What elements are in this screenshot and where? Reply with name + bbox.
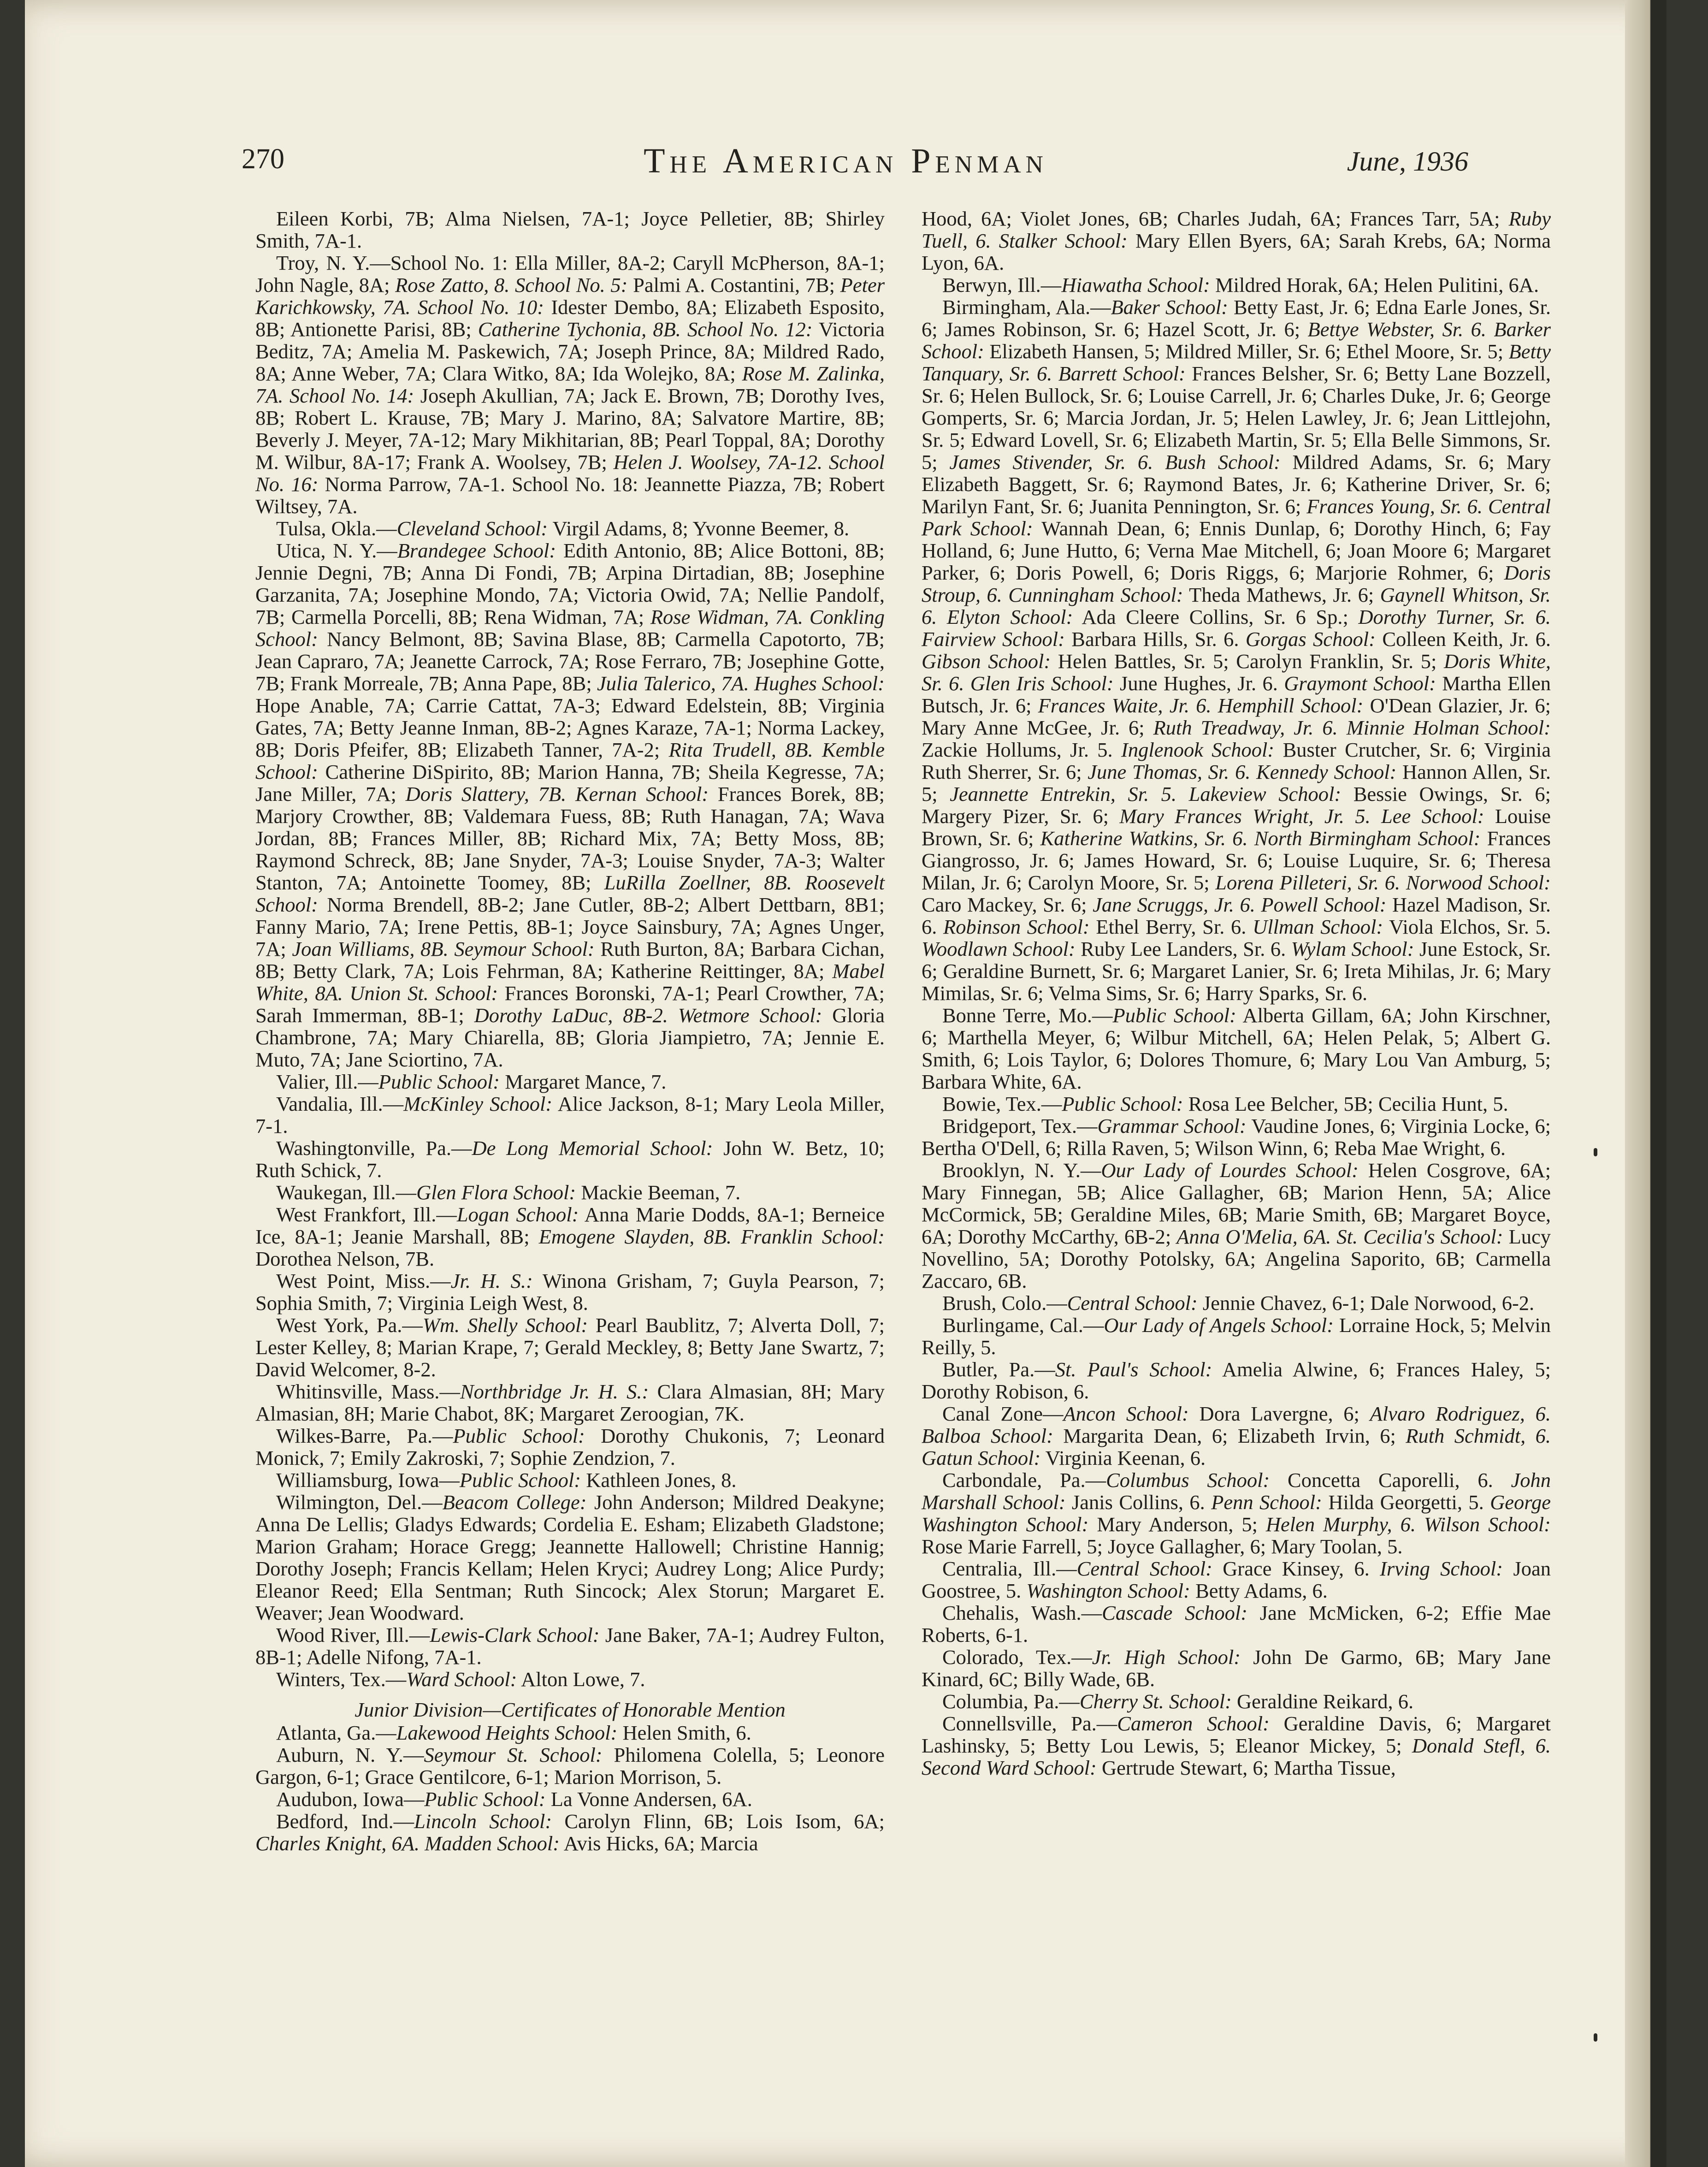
right-column: [922, 207, 1551, 1779]
paragraph: Brush, Colo.—Central School: Jennie Chavez, 6-1; Dale Norwood, 6-2.: [942, 1291, 1535, 1314]
paragraph: Valier, Ill.—Public School: Margaret Mance, 7.: [276, 1070, 667, 1093]
paragraph: West Point, Miss.—Jr. H. S.: Winona Grisham, 7; Guyla Pearson, 7; Sophia Smith, 7; Virginia Leigh West, 8.: [255, 1269, 885, 1314]
paragraph: West Frankfort, Ill.—Logan School: Anna Marie Dodds, 8A-1; Berneice Ice, 8A-1; Jeanie Marshall, 8B; Emogene Slayden, 8B. Franklin School: Dorothea Nelson, 7B.: [255, 1203, 885, 1270]
paragraph: Winters, Tex.—Ward School: Alton Lowe, 7.: [276, 1668, 645, 1691]
paragraph: Williamsburg, Iowa—Public School: Kathleen Jones, 8.: [276, 1468, 737, 1492]
issue-date: June, 1936: [1347, 146, 1468, 177]
paragraph: Wilkes-Barre, Pa.—Public School: Dorothy Chukonis, 7; Leonard Monick, 7; Emily Zakroski, 7; Sophie Zendzion, 7.: [255, 1424, 885, 1469]
paragraph: Tulsa, Okla.—Cleveland School: Virgil Adams, 8; Yvonne Beemer, 8.: [276, 517, 850, 540]
margin-mark: [1594, 1148, 1597, 1156]
paragraph: Centralia, Ill.—Central School: Grace Kinsey, 6. Irving School: Joan Goostree, 5. Washington School: Betty Adams, 6.: [922, 1557, 1551, 1602]
paragraph: Vandalia, Ill.—McKinley School: Alice Jackson, 8-1; Mary Leola Miller, 7-1.: [255, 1092, 885, 1137]
running-header: [223, 138, 1468, 189]
paragraph: Brooklyn, N. Y.—Our Lady of Lourdes School: Helen Cosgrove, 6A; Mary Finnegan, 5B; Alice Gallagher, 6B; Marion Henn, 5A; Alice McCormick, 5B; Geraldine Miles, 6B; Marie Smith, 6B; Margaret Boyce, 6A; Dorothy McCarthy, 6B-2; Anna O'Melia, 6A. St. Cecilia's School: Lucy Novellino, 5A; Dorothy Potolsky, 6A; Angelina Saporito, 6B; Carmella Zaccaro, 6B.: [922, 1159, 1551, 1292]
paragraph: Columbia, Pa.—Cherry St. School: Geraldine Reikard, 6.: [942, 1690, 1414, 1713]
paragraph: Eileen Korbi, 7B; Alma Nielsen, 7A-1; Joyce Pelletier, 8B; Shirley Smith, 7A-1.: [255, 207, 885, 252]
page: [25, 0, 1667, 2167]
paragraph: Colorado, Tex.—Jr. High School: John De Garmo, 6B; Mary Jane Kinard, 6C; Billy Wade, 6B.: [922, 1646, 1551, 1691]
paragraph: Carbondale, Pa.—Columbus School: Concetta Caporelli, 6. John Marshall School: Janis Collins, 6. Penn School: Hilda Georgetti, 5. George Washington School: Mary Anderson, 5; Helen Murphy, 6. Wilson School: Rose Marie Farrell, 5; Joyce Gallagher, 6; Mary Toolan, 5.: [922, 1468, 1551, 1558]
journal-title: The American Penman: [644, 142, 1048, 180]
paragraph: Washingtonville, Pa.—De Long Memorial School: John W. Betz, 10; Ruth Schick, 7.: [255, 1137, 885, 1182]
paragraph: Chehalis, Wash.—Cascade School: Jane McMicken, 6-2; Effie Mae Roberts, 6-1.: [922, 1601, 1551, 1646]
left-column: [255, 207, 885, 1854]
margin-mark: [1594, 2033, 1597, 2042]
paragraph: Whitinsville, Mass.—Northbridge Jr. H. S.: Clara Almasian, 8H; Mary Almasian, 8H; Marie Chabot, 8K; Margaret Zeroogian, 7K.: [255, 1380, 885, 1425]
paragraph: Butler, Pa.—St. Paul's School: Amelia Alwine, 6; Frances Haley, 5; Dorothy Robison, 6.: [922, 1358, 1551, 1403]
paragraph: Atlanta, Ga.—Lakewood Heights School: Helen Smith, 6.: [276, 1721, 751, 1744]
paragraph: Bridgeport, Tex.—Grammar School: Vaudine Jones, 6; Virginia Locke, 6; Bertha O'Dell, 6; Rilla Raven, 5; Wilson Winn, 6; Reba Mae Wright, 6.: [922, 1114, 1551, 1160]
paragraph: Auburn, N. Y.—Seymour St. School: Philomena Colella, 5; Leonore Gargon, 6-1; Grace Gentilcore, 6-1; Marion Morrison, 5.: [255, 1743, 885, 1788]
paragraph: Wood River, Ill.—Lewis-Clark School: Jane Baker, 7A-1; Audrey Fulton, 8B-1; Adelle Nifong, 7A-1.: [255, 1623, 885, 1669]
paragraph: West York, Pa.—Wm. Shelly School: Pearl Baublitz, 7; Alverta Doll, 7; Lester Kelley, 8; Marian Krape, 7; Gerald Meckley, 8; Betty Jane Swartz, 7; David Welcomer, 8-2.: [255, 1314, 885, 1381]
paragraph: Utica, N. Y.—Brandegee School: Edith Antonio, 8B; Alice Bottoni, 8B; Jennie Degni, 7B; Anna Di Fondi, 7B; Arpina Dirtadian, 8B; Josephine Garzanita, 7A; Josephine Mondo, 7A; Victoria Owid, 7A; Nellie Pandolf, 7B; Carmella Porcelli, 8B; Rena Widman, 7A; Rose Widman, 7A. Conkling School: Nancy Belmont, 8B; Savina Blase, 8B; Carmella Capotorto, 7B; Jean Capraro, 7A; Jeanette Carrock, 7A; Rose Ferraro, 7B; Josephine Gotte, 7B; Frank Morreale, 7B; Anna Pape, 8B; Julia Talerico, 7A. Hughes School: Hope Anable, 7A; Carrie Cattat, 7A-3; Edward Edelstein, 8B; Virginia Gates, 7A; Betty Jeanne Inman, 8B-2; Agnes Karaze, 7A-1; Norma Lackey, 8B; Doris Pfeifer, 8B; Elizabeth Tanner, 7A-2; Rita Trudell, 8B. Kemble School: Catherine DiSpirito, 8B; Marion Hanna, 7B; Sheila Kegresse, 7A; Jane Miller, 7A; Doris Slattery, 7B. Kernan School: Frances Borek, 8B; Marjory Crowther, 8B; Valdemara Fuess, 8B; Ruth Hanagan, 7A; Wava Jordan, 8B; Frances Miller, 8B; Richard Mix, 7A; Betty Moss, 8B; Raymond Schreck, 8B; Jane Snyder, 7A-3; Louise Snyder, 7A-3; Walter Stanton, 7A; Antoinette Toomey, 8B; LuRilla Zoellner, 8B. Roosevelt School: Norma Brendell, 8B-2; Jane Cutler, 8B-2; Albert Dettbarn, 8B1; Fanny Mario, 7A; Irene Pettis, 8B-1; Joyce Sainsbury, 7A; Agnes Unger, 7A; Joan Williams, 8B. Seymour School: Ruth Burton, 8A; Barbara Cichan, 8B; Betty Clark, 7A; Lois Fehrman, 8A; Katherine Reittinger, 8A; Mabel White, 8A. Union St. School: Frances Boronski, 7A-1; Pearl Crowther, 7A; Sarah Immerman, 8B-1; Dorothy LaDuc, 8B-2. Wetmore School: Gloria Chambrone, 7A; Mary Chiarella, 8B; Gloria Jiampietro, 7A; Jennie E. Muto, 7A; Jane Sciortino, 7A.: [255, 539, 885, 1071]
paragraph: Audubon, Iowa—Public School: La Vonne Andersen, 6A.: [276, 1788, 752, 1811]
paragraph: Birmingham, Ala.—Baker School: Betty East, Jr. 6; Edna Earle Jones, Sr. 6; James Robinson, Sr. 6; Hazel Scott, Jr. 6; Bettye Webster, Sr. 6. Barker School: Elizabeth Hansen, 5; Mildred Miller, Sr. 6; Ethel Moore, Sr. 5; Betty Tanquary, Sr. 6. Barrett School: Frances Belsher, Sr. 6; Betty Lane Bozzell, Sr. 6; Helen Bullock, Sr. 6; Louise Carrell, Jr. 6; Charles Duke, Jr. 6; George Gomperts, Sr. 6; Marcia Jordan, Jr. 5; Helen Lawley, Jr. 6; Jean Littlejohn, Sr. 5; Edward Lovell, Sr. 6; Elizabeth Martin, Sr. 5; Ella Belle Simmons, Sr. 5; James Stivender, Sr. 6. Bush School: Mildred Adams, Sr. 6; Mary Elizabeth Baggett, Sr. 6; Raymond Bates, Jr. 6; Katherine Driver, Sr. 6; Marilyn Fant, Sr. 6; Juanita Pennington, Sr. 6; Frances Young, Sr. 6. Central Park School: Wannah Dean, 6; Ennis Dunlap, 6; Dorothy Hinch, 6; Fay Holland, 6; June Hutto, 6; Verna Mae Mitchell, 6; Joan Moore 6; Margaret Parker, 6; Doris Powell, 6; Doris Riggs, 6; Marjorie Rohmer, 6; Doris Stroup, 6. Cunningham School: Theda Mathews, Jr. 6; Gaynell Whitson, Sr. 6. Elyton School: Ada Cleere Collins, Sr. 6 Sp.; Dorothy Turner, Sr. 6. Fairview School: Barbara Hills, Sr. 6. Gorgas School: Colleen Keith, Jr. 6. Gibson School: Helen Battles, Sr. 5; Carolyn Franklin, Sr. 5; Doris White, Sr. 6. Glen Iris School: June Hughes, Jr. 6. Graymont School: Martha Ellen Butsch, Jr. 6; Frances Waite, Jr. 6. Hemphill School: O'Dean Glazier, Jr. 6; Mary Anne McGee, Jr. 6; Ruth Treadway, Jr. 6. Minnie Holman School: Zackie Hollums, Jr. 5. Inglenook School: Buster Crutcher, Sr. 6; Virginia Ruth Sherrer, Sr. 6; June Thomas, Sr. 6. Kennedy School: Hannon Allen, Sr. 5; Jeannette Entrekin, Sr. 5. Lakeview School: Bessie Owings, Sr. 6; Margery Pizer, Sr. 6; Mary Frances Wright, Jr. 5. Lee School: Louise Brown, Sr. 6; Katherine Watkins, Sr. 6. North Birmingham School: Frances Giangrosso, Jr. 6; James Howard, Sr. 6; Louise Luquire, Sr. 6; Theresa Milan, Jr. 6; Carolyn Moore, Sr. 5; Lorena Pilleteri, Sr. 6. Norwood School: Caro Mackey, Sr. 6; Jane Scruggs, Jr. 6. Powell School: Hazel Madison, Sr. 6. Robinson School: Ethel Berry, Sr. 6. Ullman School: Viola Elchos, Sr. 5. Woodlawn School: Ruby Lee Landers, Sr. 6. Wylam School: June Estock, Sr. 6; Geraldine Burnett, Sr. 6; Margaret Lanier, Sr. 6; Ireta Mihilas, Jr. 6; Mary Mimilas, Sr. 6; Velma Sims, Sr. 6; Harry Sparks, Sr. 6.: [922, 296, 1551, 1005]
paragraph: Berwyn, Ill.—Hiawatha School: Mildred Horak, 6A; Helen Pulitini, 6A.: [942, 273, 1539, 296]
paragraph: Connellsville, Pa.—Cameron School: Geraldine Davis, 6; Margaret Lashinsky, 5; Betty Lou Lewis, 5; Eleanor Mickey, 5; Donald Stefl, 6. Second Ward School: Gertrude Stewart, 6; Martha Tissue,: [922, 1712, 1551, 1779]
division-heading: Junior Division—Certificates of Honorable Mention: [355, 1698, 786, 1721]
paragraph: Bowie, Tex.—Public School: Rosa Lee Belcher, 5B; Cecilia Hunt, 5.: [942, 1092, 1508, 1115]
paragraph: Wilmington, Del.—Beacom College: John Anderson; Mildred Deakyne; Anna De Lellis; Gladys Edwards; Cordelia E. Esham; Elizabeth Gladstone; Marion Graham; Horace Gregg; Jeannette Hallowell; Christine Hannig; Dorothy Joseph; Francis Kellam; Helen Kryci; Audrey Long; Alice Purdy; Eleanor Reed; Ella Sentman; Ruth Sincock; Alex Storun; Margaret E. Weaver; Jean Woodward.: [255, 1491, 885, 1624]
paragraph: Bedford, Ind.—Lincoln School: Carolyn Flinn, 6B; Lois Isom, 6A; Charles Knight, 6A. Madden School: Avis Hicks, 6A; Marcia: [255, 1810, 885, 1855]
paragraph: Burlingame, Cal.—Our Lady of Angels School: Lorraine Hock, 5; Melvin Reilly, 5.: [922, 1314, 1551, 1359]
page-edge: [1625, 0, 1667, 2167]
paragraph: Troy, N. Y.—School No. 1: Ella Miller, 8A-2; Caryll McPherson, 8A-1; John Nagle, 8A; Rose Zatto, 8. School No. 5: Palmi A. Costantini, 7B; Peter Karichkowsky, 7A. School No. 10: Idester Dembo, 8A; Elizabeth Esposito, 8B; Antionette Parisi, 8B; Catherine Tychonia, 8B. School No. 12: Victoria Beditz, 7A; Amelia M. Paskewich, 7A; Joseph Prince, 8A; Mildred Rado, 8A; Anne Weber, 7A; Clara Witko, 8A; Ida Wolejko, 8A; Rose M. Zalinka, 7A. School No. 14: Joseph Akullian, 7A; Jack E. Brown, 7B; Dorothy Ives, 8B; Robert L. Krause, 7B; Mary J. Marino, 8A; Salvatore Martire, 8B; Beverly J. Meyer, 7A-12; Mary Mikhitarian, 8B; Pearl Toppal, 8A; Dorothy M. Wilbur, 8A-17; Frank A. Woolsey, 7B; Helen J. Woolsey, 7A-12. School No. 16: Norma Parrow, 7A-1. School No. 18: Jeannette Piazza, 7B; Robert Wiltsey, 7A.: [255, 251, 885, 518]
paragraph: Bonne Terre, Mo.—Public School: Alberta Gillam, 6A; John Kirschner, 6; Marthella Meyer, 6; Wilbur Mitchell, 6A; Helen Pelak, 5; Albert G. Smith, 6; Lois Taylor, 6; Dolores Thomure, 6; Mary Lou Van Amburg, 5; Barbara White, 6A.: [922, 1004, 1551, 1093]
paragraph: Waukegan, Ill.—Glen Flora School: Mackie Beeman, 7.: [276, 1181, 741, 1204]
paragraph: Canal Zone—Ancon School: Dora Lavergne, 6; Alvaro Rodriguez, 6. Balboa School: Margarita Dean, 6; Elizabeth Irvin, 6; Ruth Schmidt, 6. Gatun School: Virginia Keenan, 6.: [922, 1402, 1551, 1469]
page-number: 270: [242, 143, 284, 175]
paragraph: Hood, 6A; Violet Jones, 6B; Charles Judah, 6A; Frances Tarr, 5A; Ruby Tuell, 6. Stalker School: Mary Ellen Byers, 6A; Sarah Krebs, 6A; Norma Lyon, 6A.: [922, 207, 1551, 274]
